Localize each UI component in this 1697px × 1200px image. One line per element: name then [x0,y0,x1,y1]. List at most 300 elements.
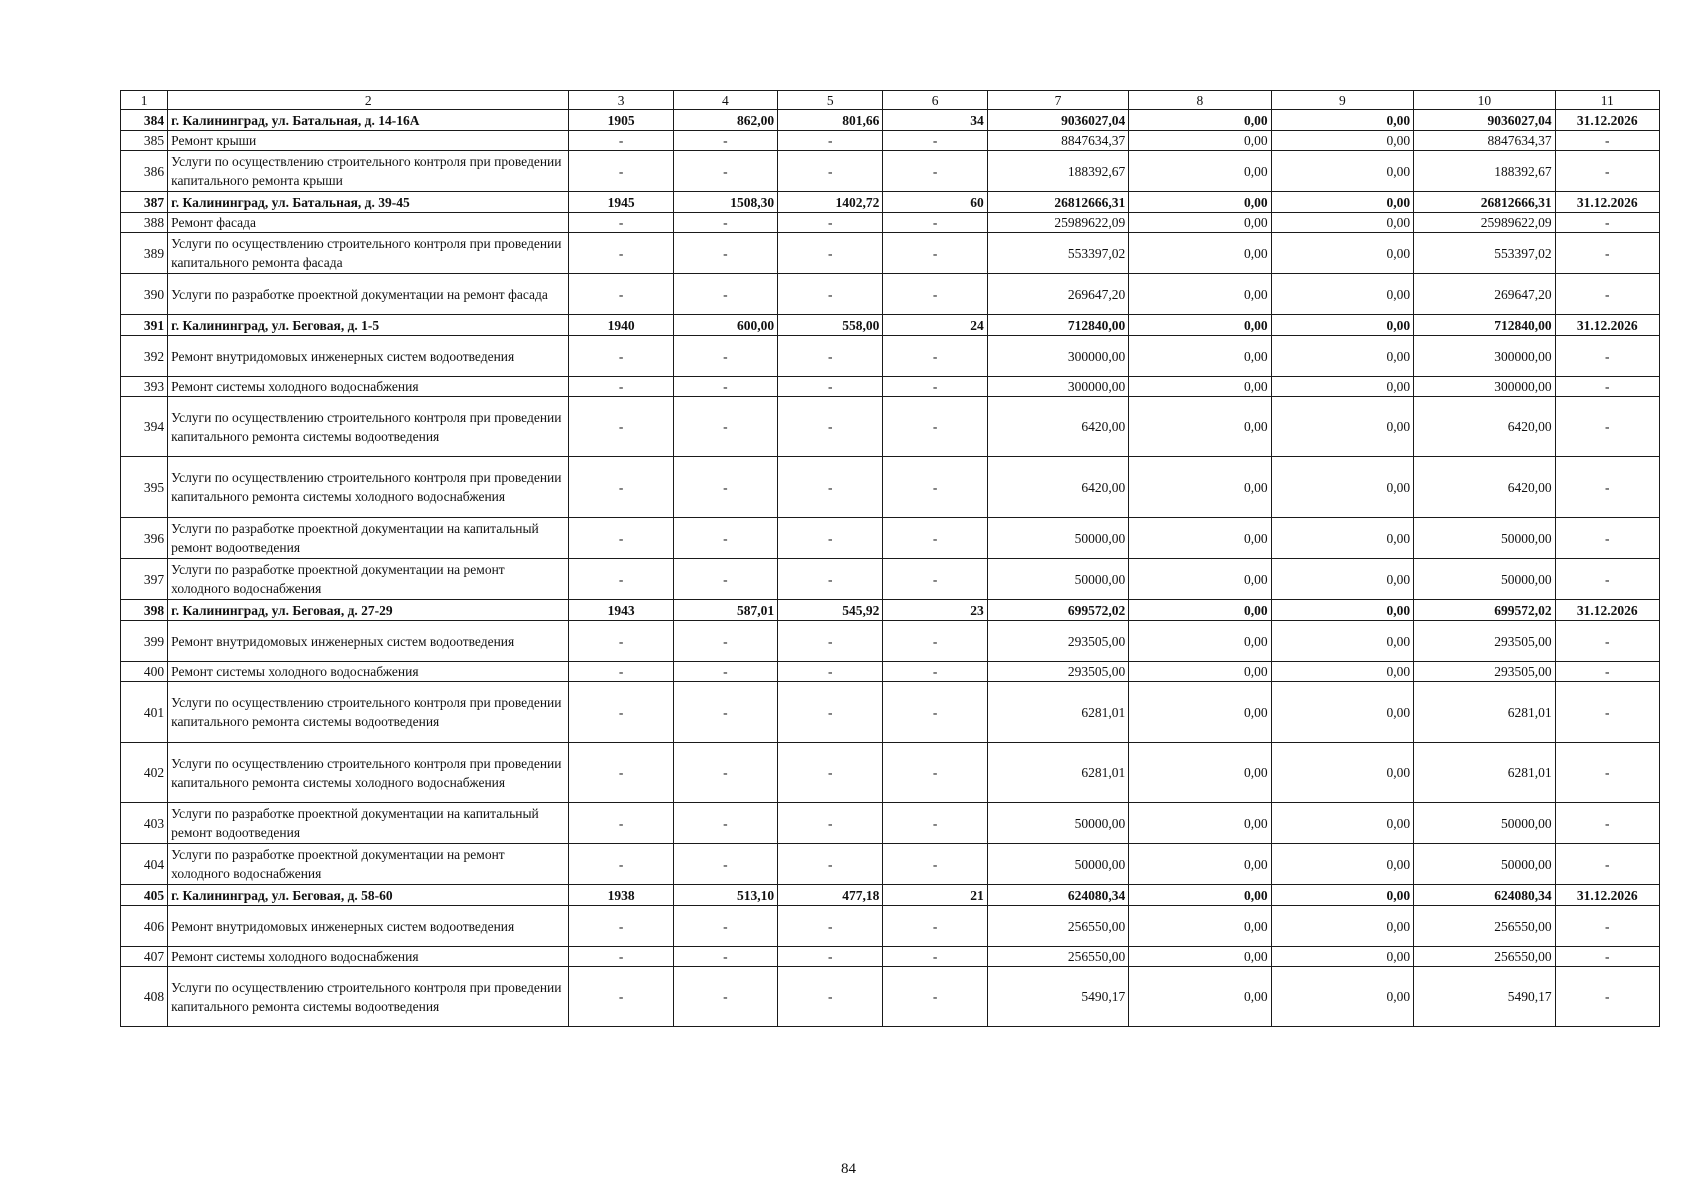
col-4-value: 1508,30 [673,192,777,213]
col-3-value: - [569,662,673,682]
col-6-value: - [883,213,987,233]
col-3-value: - [569,947,673,967]
col-10-value: 300000,00 [1414,336,1555,377]
col-10-value: 300000,00 [1414,377,1555,397]
row-description: г. Калининград, ул. Батальная, д. 14-16А [168,110,569,131]
row-description: г. Калининград, ул. Беговая, д. 1-5 [168,315,569,336]
row-number: 403 [121,803,168,844]
col-8-value: 0,00 [1129,967,1271,1027]
col-5-value: - [778,151,883,192]
col-9-value: 0,00 [1271,906,1413,947]
table-row [121,803,1660,844]
col-5-value: - [778,947,883,967]
col-6-value: - [883,377,987,397]
col-7-value: 5490,17 [987,967,1128,1027]
col-3-value: - [569,803,673,844]
col-11-value: - [1555,131,1659,151]
col-3-value: - [569,621,673,662]
col-5-value: - [778,682,883,743]
address-row [121,885,1660,906]
col-4-value: - [673,233,777,274]
col-11-value: 31.12.2026 [1555,192,1659,213]
col-10-value: 5490,17 [1414,967,1555,1027]
col-9-value: 0,00 [1271,885,1413,906]
row-number: 389 [121,233,168,274]
col-8-value: 0,00 [1129,336,1271,377]
col-5-value: - [778,967,883,1027]
col-5-value: 477,18 [778,885,883,906]
row-description: Ремонт системы холодного водоснабжения [168,662,569,682]
col-7-value: 188392,67 [987,151,1128,192]
col-7-value: 9036027,04 [987,110,1128,131]
col-11-value: 31.12.2026 [1555,600,1659,621]
col-8-value: 0,00 [1129,110,1271,131]
table-row [121,559,1660,600]
table-row [121,844,1660,885]
col-8-value: 0,00 [1129,397,1271,457]
col-5-value: - [778,213,883,233]
col-7-value: 269647,20 [987,274,1128,315]
row-number: 384 [121,110,168,131]
table-row [121,336,1660,377]
col-5-value: - [778,559,883,600]
col-6-value: - [883,947,987,967]
col-4-value: 600,00 [673,315,777,336]
col-8-value: 0,00 [1129,192,1271,213]
col-8-value: 0,00 [1129,906,1271,947]
col-9-value: 0,00 [1271,682,1413,743]
col-9-value: 0,00 [1271,315,1413,336]
column-number: 11 [1555,91,1659,110]
col-8-value: 0,00 [1129,559,1271,600]
row-number: 399 [121,621,168,662]
col-3-value: - [569,274,673,315]
col-11-value: - [1555,844,1659,885]
col-5-value: - [778,803,883,844]
col-3-value: - [569,743,673,803]
col-5-value: - [778,131,883,151]
col-10-value: 6281,01 [1414,682,1555,743]
col-4-value: 862,00 [673,110,777,131]
col-6-value: 34 [883,110,987,131]
col-5-value: 545,92 [778,600,883,621]
col-11-value: - [1555,743,1659,803]
col-11-value: - [1555,967,1659,1027]
col-9-value: 0,00 [1271,743,1413,803]
col-10-value: 256550,00 [1414,906,1555,947]
col-8-value: 0,00 [1129,315,1271,336]
column-number: 5 [778,91,883,110]
col-11-value: - [1555,377,1659,397]
col-9-value: 0,00 [1271,192,1413,213]
col-4-value: - [673,906,777,947]
col-6-value: - [883,682,987,743]
col-5-value: - [778,377,883,397]
row-description: Услуги по разработке проектной документации на капитальный ремонт водоотведения [168,803,569,844]
col-6-value: - [883,518,987,559]
row-description: Ремонт крыши [168,131,569,151]
col-7-value: 6420,00 [987,457,1128,518]
col-11-value: - [1555,274,1659,315]
col-10-value: 293505,00 [1414,621,1555,662]
row-number: 407 [121,947,168,967]
page-number: 84 [841,1161,856,1177]
col-4-value: - [673,377,777,397]
col-9-value: 0,00 [1271,336,1413,377]
col-6-value: 24 [883,315,987,336]
row-description: г. Калининград, ул. Беговая, д. 27-29 [168,600,569,621]
col-3-value: - [569,151,673,192]
col-6-value: - [883,274,987,315]
col-11-value: - [1555,151,1659,192]
table-row [121,682,1660,743]
row-number: 405 [121,885,168,906]
row-number: 386 [121,151,168,192]
col-8-value: 0,00 [1129,803,1271,844]
col-8-value: 0,00 [1129,377,1271,397]
row-number: 393 [121,377,168,397]
col-4-value: - [673,621,777,662]
col-4-value: - [673,397,777,457]
col-4-value: - [673,131,777,151]
row-number: 391 [121,315,168,336]
column-number: 3 [569,91,673,110]
col-4-value: - [673,682,777,743]
col-3-value: - [569,967,673,1027]
col-8-value: 0,00 [1129,885,1271,906]
col-6-value: - [883,559,987,600]
col-10-value: 269647,20 [1414,274,1555,315]
col-7-value: 293505,00 [987,662,1128,682]
row-description: Услуги по осуществлению строительного контроля при проведении капитального ремонта системы водоотведения [168,682,569,743]
table-row [121,662,1660,682]
row-description: Услуги по разработке проектной документации на ремонт холодного водоснабжения [168,559,569,600]
col-10-value: 50000,00 [1414,518,1555,559]
col-6-value: - [883,336,987,377]
row-description: Услуги по разработке проектной документации на ремонт холодного водоснабжения [168,844,569,885]
column-number: 8 [1129,91,1271,110]
col-3-value: - [569,518,673,559]
col-10-value: 50000,00 [1414,844,1555,885]
col-9-value: 0,00 [1271,621,1413,662]
col-6-value: 21 [883,885,987,906]
col-10-value: 6281,01 [1414,743,1555,803]
col-5-value: 801,66 [778,110,883,131]
row-description: Ремонт фасада [168,213,569,233]
col-3-value: 1945 [569,192,673,213]
col-7-value: 8847634,37 [987,131,1128,151]
col-9-value: 0,00 [1271,662,1413,682]
col-5-value: - [778,274,883,315]
col-7-value: 50000,00 [987,844,1128,885]
col-7-value: 624080,34 [987,885,1128,906]
col-3-value: - [569,559,673,600]
col-6-value: - [883,131,987,151]
col-10-value: 293505,00 [1414,662,1555,682]
row-number: 388 [121,213,168,233]
col-11-value: - [1555,947,1659,967]
col-8-value: 0,00 [1129,844,1271,885]
col-6-value: - [883,621,987,662]
col-3-value: 1905 [569,110,673,131]
col-9-value: 0,00 [1271,967,1413,1027]
address-row [121,192,1660,213]
col-8-value: 0,00 [1129,682,1271,743]
col-7-value: 699572,02 [987,600,1128,621]
table-row [121,743,1660,803]
row-description: Услуги по осуществлению строительного контроля при проведении капитального ремонта системы холодного водоснабжения [168,743,569,803]
col-7-value: 712840,00 [987,315,1128,336]
col-11-value: - [1555,559,1659,600]
table-row [121,151,1660,192]
col-4-value: - [673,457,777,518]
col-10-value: 26812666,31 [1414,192,1555,213]
row-description: Услуги по осуществлению строительного контроля при проведении капитального ремонта системы водоотведения [168,967,569,1027]
col-11-value: 31.12.2026 [1555,885,1659,906]
col-10-value: 6420,00 [1414,457,1555,518]
row-description: Ремонт системы холодного водоснабжения [168,947,569,967]
col-4-value: - [673,559,777,600]
col-6-value: 60 [883,192,987,213]
col-4-value: 587,01 [673,600,777,621]
col-8-value: 0,00 [1129,131,1271,151]
col-8-value: 0,00 [1129,947,1271,967]
col-3-value: - [569,457,673,518]
column-number: 1 [121,91,168,110]
row-number: 385 [121,131,168,151]
col-6-value: - [883,233,987,274]
col-10-value: 8847634,37 [1414,131,1555,151]
column-number: 9 [1271,91,1413,110]
col-5-value: 558,00 [778,315,883,336]
col-6-value: - [883,906,987,947]
col-9-value: 0,00 [1271,518,1413,559]
row-description: Ремонт системы холодного водоснабжения [168,377,569,397]
col-8-value: 0,00 [1129,518,1271,559]
col-4-value: - [673,662,777,682]
col-8-value: 0,00 [1129,274,1271,315]
col-3-value: 1940 [569,315,673,336]
row-description: Ремонт внутридомовых инженерных систем водоотведения [168,336,569,377]
row-number: 392 [121,336,168,377]
col-4-value: - [673,274,777,315]
row-number: 398 [121,600,168,621]
col-11-value: - [1555,621,1659,662]
table-row [121,947,1660,967]
table-row [121,518,1660,559]
row-number: 396 [121,518,168,559]
column-number: 6 [883,91,987,110]
col-10-value: 50000,00 [1414,559,1555,600]
data-table [120,90,1660,1027]
col-5-value: - [778,233,883,274]
col-11-value: - [1555,233,1659,274]
table-row [121,621,1660,662]
col-3-value: - [569,213,673,233]
table-row [121,213,1660,233]
col-7-value: 293505,00 [987,621,1128,662]
col-11-value: - [1555,213,1659,233]
col-3-value: - [569,906,673,947]
table-row [121,457,1660,518]
col-7-value: 300000,00 [987,377,1128,397]
col-3-value: - [569,233,673,274]
col-6-value: - [883,151,987,192]
col-11-value: 31.12.2026 [1555,110,1659,131]
col-9-value: 0,00 [1271,457,1413,518]
col-10-value: 553397,02 [1414,233,1555,274]
row-description: Ремонт внутридомовых инженерных систем водоотведения [168,621,569,662]
col-9-value: 0,00 [1271,274,1413,315]
col-7-value: 553397,02 [987,233,1128,274]
col-10-value: 50000,00 [1414,803,1555,844]
col-10-value: 6420,00 [1414,397,1555,457]
col-6-value: - [883,457,987,518]
col-7-value: 256550,00 [987,906,1128,947]
col-7-value: 6281,01 [987,682,1128,743]
row-description: г. Калининград, ул. Беговая, д. 58-60 [168,885,569,906]
col-7-value: 256550,00 [987,947,1128,967]
col-7-value: 50000,00 [987,518,1128,559]
col-3-value: - [569,397,673,457]
col-4-value: - [673,213,777,233]
col-6-value: - [883,967,987,1027]
col-10-value: 624080,34 [1414,885,1555,906]
table-row [121,906,1660,947]
col-11-value: - [1555,336,1659,377]
col-11-value: - [1555,682,1659,743]
col-3-value: - [569,131,673,151]
col-5-value: - [778,743,883,803]
table-body [121,91,1660,1027]
col-9-value: 0,00 [1271,559,1413,600]
row-description: Услуги по осуществлению строительного контроля при проведении капитального ремонта системы водоотведения [168,397,569,457]
col-7-value: 6281,01 [987,743,1128,803]
col-5-value: - [778,621,883,662]
row-number: 400 [121,662,168,682]
col-9-value: 0,00 [1271,947,1413,967]
row-number: 406 [121,906,168,947]
col-10-value: 25989622,09 [1414,213,1555,233]
table-row [121,131,1660,151]
col-6-value: - [883,397,987,457]
col-9-value: 0,00 [1271,233,1413,274]
col-9-value: 0,00 [1271,844,1413,885]
col-9-value: 0,00 [1271,213,1413,233]
col-4-value: 513,10 [673,885,777,906]
row-description: г. Калининград, ул. Батальная, д. 39-45 [168,192,569,213]
col-3-value: - [569,336,673,377]
column-number: 4 [673,91,777,110]
col-9-value: 0,00 [1271,131,1413,151]
address-row [121,315,1660,336]
col-4-value: - [673,803,777,844]
col-5-value: - [778,906,883,947]
row-description: Услуги по разработке проектной документации на ремонт фасада [168,274,569,315]
row-number: 401 [121,682,168,743]
column-number-row [121,91,1660,110]
col-9-value: 0,00 [1271,600,1413,621]
col-7-value: 50000,00 [987,803,1128,844]
col-11-value: - [1555,518,1659,559]
col-5-value: - [778,457,883,518]
col-6-value: 23 [883,600,987,621]
col-3-value: 1943 [569,600,673,621]
col-4-value: - [673,947,777,967]
row-number: 404 [121,844,168,885]
address-row [121,110,1660,131]
col-10-value: 699572,02 [1414,600,1555,621]
col-7-value: 300000,00 [987,336,1128,377]
col-10-value: 256550,00 [1414,947,1555,967]
row-description: Ремонт внутридомовых инженерных систем водоотведения [168,906,569,947]
col-5-value: - [778,336,883,377]
col-9-value: 0,00 [1271,377,1413,397]
col-4-value: - [673,336,777,377]
col-10-value: 712840,00 [1414,315,1555,336]
col-10-value: 9036027,04 [1414,110,1555,131]
row-number: 394 [121,397,168,457]
col-11-value: - [1555,906,1659,947]
col-6-value: - [883,803,987,844]
row-description: Услуги по осуществлению строительного контроля при проведении капитального ремонта фасада [168,233,569,274]
col-8-value: 0,00 [1129,457,1271,518]
table-row [121,274,1660,315]
column-number: 2 [168,91,569,110]
col-3-value: 1938 [569,885,673,906]
row-number: 397 [121,559,168,600]
col-4-value: - [673,967,777,1027]
col-3-value: - [569,682,673,743]
row-description: Услуги по осуществлению строительного контроля при проведении капитального ремонта крыши [168,151,569,192]
address-row [121,600,1660,621]
row-number: 402 [121,743,168,803]
col-9-value: 0,00 [1271,151,1413,192]
col-8-value: 0,00 [1129,233,1271,274]
col-7-value: 26812666,31 [987,192,1128,213]
col-8-value: 0,00 [1129,151,1271,192]
col-5-value: - [778,844,883,885]
col-9-value: 0,00 [1271,110,1413,131]
row-description: Услуги по осуществлению строительного контроля при проведении капитального ремонта системы холодного водоснабжения [168,457,569,518]
col-7-value: 50000,00 [987,559,1128,600]
row-number: 390 [121,274,168,315]
col-5-value: - [778,397,883,457]
col-4-value: - [673,518,777,559]
table-row [121,967,1660,1027]
col-6-value: - [883,844,987,885]
row-number: 387 [121,192,168,213]
row-description: Услуги по разработке проектной документации на капитальный ремонт водоотведения [168,518,569,559]
col-3-value: - [569,844,673,885]
col-3-value: - [569,377,673,397]
col-9-value: 0,00 [1271,397,1413,457]
col-8-value: 0,00 [1129,621,1271,662]
col-6-value: - [883,743,987,803]
col-5-value: - [778,662,883,682]
col-9-value: 0,00 [1271,803,1413,844]
col-4-value: - [673,844,777,885]
col-4-value: - [673,743,777,803]
col-11-value: - [1555,662,1659,682]
col-8-value: 0,00 [1129,600,1271,621]
row-number: 408 [121,967,168,1027]
table-row [121,233,1660,274]
col-11-value: 31.12.2026 [1555,315,1659,336]
col-7-value: 6420,00 [987,397,1128,457]
table-row [121,377,1660,397]
column-number: 7 [987,91,1128,110]
